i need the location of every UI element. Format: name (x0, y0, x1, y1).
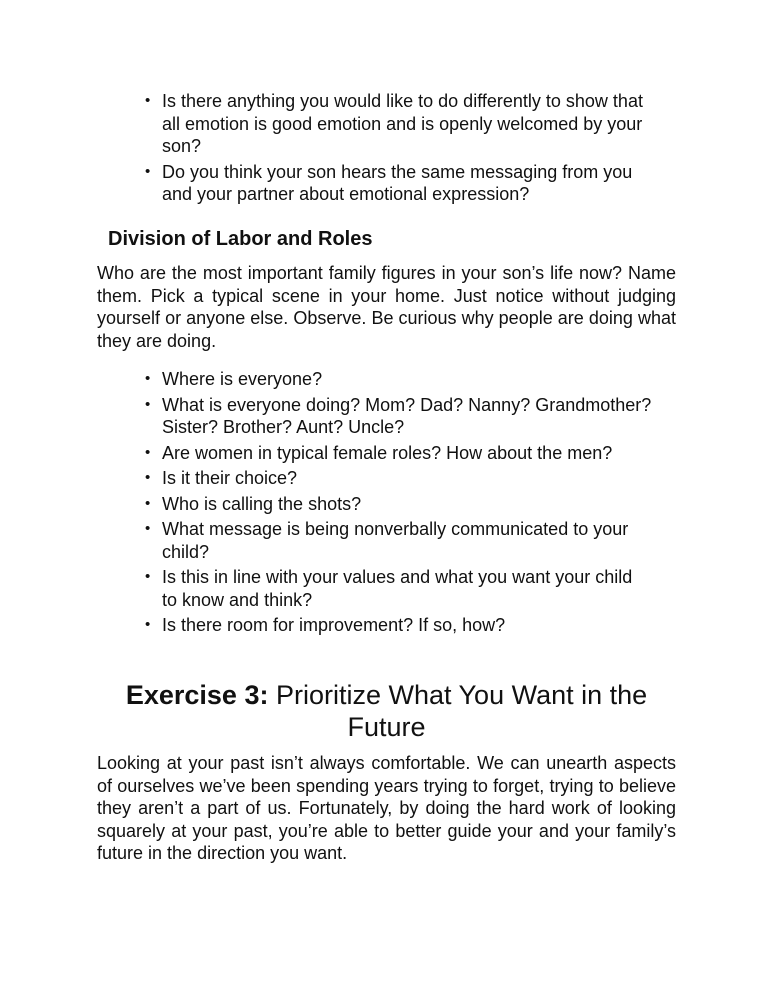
section-intro-paragraph: Who are the most important family figures in your son’s life now? Name them. Pick a typical scene in your home. Just notice without judging yourself or anyone else. Observe. Be curious why people are doing what they are doing. (97, 263, 676, 351)
exercise-heading (97, 679, 676, 743)
exercise-label: Exercise 3: (125, 680, 269, 710)
list-item-text: Who is calling the shots? (162, 493, 362, 514)
reflection-question-list (145, 90, 652, 209)
list-item (145, 518, 652, 563)
list-item-text: Is there room for improvement? If so, how? (162, 615, 506, 635)
list-item-text: Is there anything you would like to do differently to show that all emotion is good emotion and is openly welcomed by your son? (162, 91, 643, 156)
list-item (145, 394, 652, 439)
list-item-text: Is this in line with your values and what you want your child to know and think? (162, 567, 633, 610)
list-item-text: Are women in typical female roles? How about the men? (162, 442, 613, 463)
list-item-text: What is everyone doing? Mom? Dad? Nanny? Grandmother? Sister? Brother? Aunt? Uncle? (162, 394, 652, 437)
exercise-title: Prioritize What You Want in the Future (275, 680, 648, 742)
bullet-icon: • (145, 162, 151, 180)
exercise-paragraph: Looking at your past isn’t always comfortable. We can unearth aspects of ourselves we’ve been spending years trying to forget, trying to believe they aren’t a part of us. Fortunately, by doing the hard work of looking squarely at your past, you’re able to better guide your and your family’s future in the direction you want. (97, 753, 676, 863)
list-item (145, 368, 652, 391)
list-item (145, 566, 652, 611)
roles-question-list (145, 368, 652, 640)
list-item (145, 493, 652, 516)
bullet-icon: • (145, 92, 151, 109)
list-item (145, 614, 652, 637)
list-item (145, 90, 652, 158)
list-item (145, 467, 652, 490)
bullet-icon: • (145, 616, 151, 633)
bullet-icon: • (145, 568, 151, 585)
bullet-icon: • (145, 370, 151, 387)
bullet-icon: • (145, 395, 151, 413)
list-item (145, 442, 652, 465)
section-heading: Division of Labor and Roles (108, 228, 373, 250)
list-item-text: Where is everyone? (162, 369, 323, 389)
list-item-text: Do you think your son hears the same messaging from you and your partner about emotional expression? (162, 161, 633, 204)
bullet-icon: • (145, 469, 151, 486)
bullet-icon: • (145, 494, 151, 512)
bullet-icon: • (145, 443, 151, 461)
list-item-text: Is it their choice? (162, 468, 298, 488)
bullet-icon: • (145, 520, 151, 537)
list-item-text: What message is being nonverbally communicated to your child? (162, 519, 629, 562)
list-item (145, 161, 652, 206)
